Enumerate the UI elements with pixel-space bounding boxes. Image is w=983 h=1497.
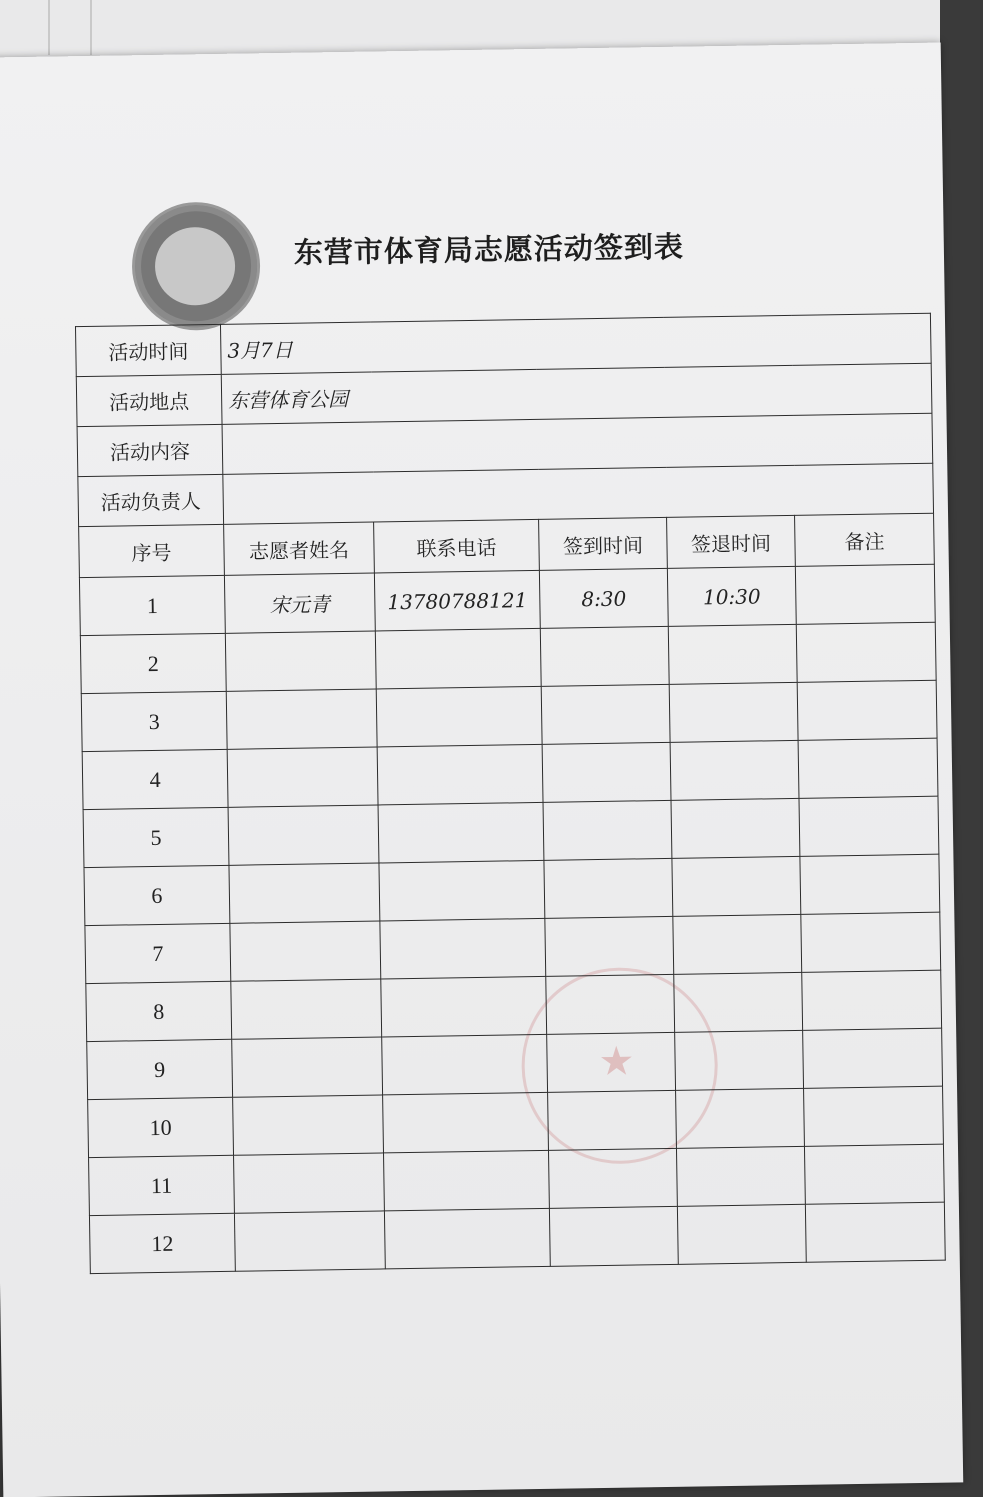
cell-note: [801, 912, 941, 972]
cell-signin: [541, 684, 670, 744]
cell-phone: [381, 976, 547, 1037]
cell-no: 12: [89, 1213, 235, 1273]
cell-no: 11: [89, 1155, 235, 1215]
content-label: 活动内容: [77, 424, 223, 476]
cell-name: [225, 631, 376, 691]
cell-signin: [546, 974, 675, 1034]
place-value: 东营体育公园: [221, 363, 932, 424]
cell-phone: [378, 802, 544, 863]
cell-signout: [671, 798, 800, 858]
cell-signout: [673, 914, 802, 974]
sports-bureau-logo: [131, 201, 261, 331]
cell-no: 8: [86, 981, 232, 1041]
cell-signout: [674, 972, 803, 1032]
header-name: 志愿者姓名: [224, 522, 375, 575]
cell-name: [228, 805, 379, 865]
header-signin: 签到时间: [539, 517, 668, 570]
cell-signout: [672, 856, 801, 916]
cell-note: [804, 1086, 944, 1146]
cell-note: [804, 1144, 944, 1204]
header-no: 序号: [79, 524, 225, 577]
cell-name: [226, 689, 377, 749]
cell-signout: [670, 740, 799, 800]
cell-phone: 13780788121: [374, 570, 540, 631]
cell-signout: [677, 1204, 806, 1264]
info-section: [75, 313, 933, 526]
cell-note: [796, 622, 936, 682]
cell-note: [795, 564, 935, 624]
cell-signout: [675, 1030, 804, 1090]
cell-note: [799, 796, 939, 856]
cell-name: [230, 921, 381, 981]
cell-phone: [382, 1034, 548, 1095]
cell-name: [229, 863, 380, 923]
cell-no: 5: [83, 807, 229, 867]
page-title: 东营市体育局志愿活动签到表: [293, 229, 685, 270]
volunteer-rows: [79, 564, 945, 1273]
cell-signout: [669, 682, 798, 742]
header-signout: 签退时间: [667, 515, 796, 568]
cell-signin: [548, 1090, 677, 1150]
logo-emblem: [154, 227, 235, 306]
cell-signin: 8:30: [539, 568, 668, 628]
binder-clip: [48, 0, 92, 55]
cell-no: 4: [82, 749, 228, 809]
sign-in-sheet: [0, 43, 963, 1497]
cell-phone: [383, 1092, 549, 1153]
cell-note: [803, 1028, 943, 1088]
cell-no: 1: [79, 575, 225, 635]
cell-name: [232, 1037, 383, 1097]
cell-no: 9: [87, 1039, 233, 1099]
cell-signin: [548, 1148, 677, 1208]
cell-phone: [376, 686, 542, 747]
cell-name: [234, 1211, 385, 1271]
cell-note: [805, 1202, 945, 1262]
cell-signout: [676, 1146, 805, 1206]
cell-no: 10: [88, 1097, 234, 1157]
cell-note: [797, 680, 937, 740]
header-note: 备注: [795, 513, 935, 566]
cell-signout: [668, 624, 797, 684]
time-value: 3月7日: [220, 313, 931, 374]
cell-phone: [377, 744, 543, 805]
seal-star-icon: ★: [598, 1038, 635, 1086]
table-row: [89, 1202, 945, 1273]
cell-phone: [380, 918, 546, 979]
cell-signin: [547, 1032, 676, 1092]
header-phone: 联系电话: [374, 519, 540, 573]
signin-table: [75, 313, 946, 1274]
cell-signin: [543, 800, 672, 860]
cell-phone: [379, 860, 545, 921]
cell-signin: [542, 742, 671, 802]
place-label: 活动地点: [76, 374, 222, 426]
cell-phone: [384, 1208, 550, 1269]
cell-note: [802, 970, 942, 1030]
cell-name: [234, 1153, 385, 1213]
cell-no: 6: [84, 865, 230, 925]
cell-phone: [384, 1150, 550, 1211]
cell-signout: [676, 1088, 805, 1148]
cell-name: 宋元青: [224, 573, 375, 633]
cell-signin: [540, 626, 669, 686]
cell-no: 2: [80, 633, 226, 693]
cell-name: [231, 979, 382, 1039]
cell-no: 7: [85, 923, 231, 983]
cell-signin: [544, 858, 673, 918]
cell-no: 3: [81, 691, 227, 751]
time-label: 活动时间: [75, 324, 221, 376]
cell-signin: [545, 916, 674, 976]
cell-phone: [375, 628, 541, 689]
cell-signin: [549, 1206, 678, 1266]
cell-name: [233, 1095, 384, 1155]
cell-note: [798, 738, 938, 798]
cell-signout: 10:30: [667, 566, 796, 626]
cell-note: [800, 854, 940, 914]
cell-name: [227, 747, 378, 807]
leader-label: 活动负责人: [78, 474, 224, 526]
